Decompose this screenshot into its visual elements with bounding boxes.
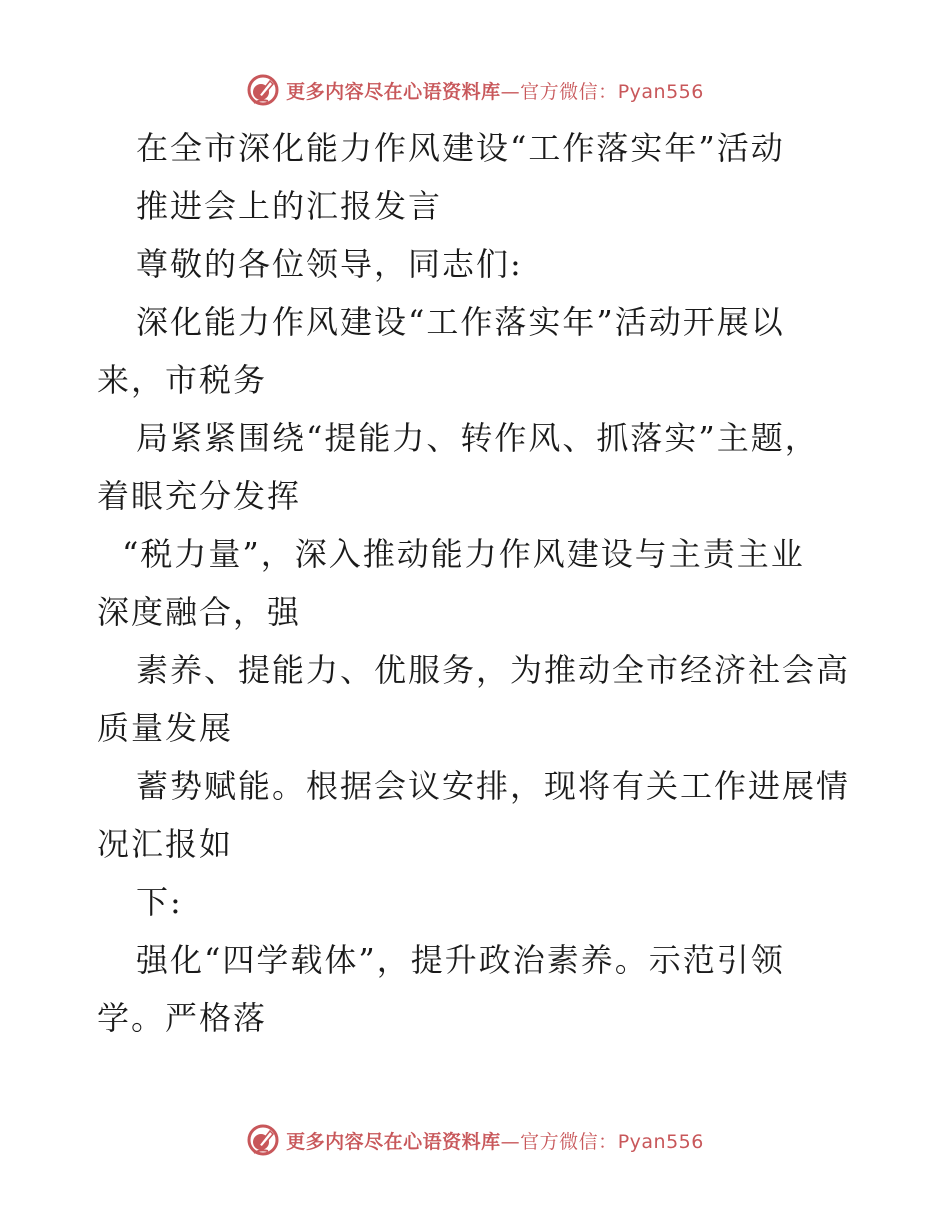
- paragraph-line: 强化“四学载体”，提升政治素养。示范引领: [136, 941, 785, 979]
- banner-wechat-id: Pyan556: [617, 80, 704, 103]
- paragraph-line: “税力量”，深入推动能力作风建设与主责主业: [122, 535, 805, 573]
- paragraph-line: 质量发展: [97, 709, 234, 747]
- pen-circle-logo-icon: [246, 73, 280, 107]
- paragraph-line: 着眼充分发挥: [97, 477, 302, 515]
- banner-dash: —: [500, 80, 521, 103]
- banner-text: [286, 77, 704, 104]
- paragraph-line: 蓄势赋能。根据会议安排，现将有关工作进展情: [136, 767, 851, 805]
- header-banner: [0, 70, 950, 110]
- paragraph-line: 下:: [136, 883, 183, 921]
- paragraph-line: 学。严格落: [97, 999, 268, 1037]
- paragraph-line: 况汇报如: [97, 825, 234, 863]
- banner-title: 更多内容尽在心语资料库: [286, 1130, 501, 1153]
- pen-circle-logo-icon: [246, 1123, 280, 1157]
- paragraph-line: 来，市税务: [97, 361, 268, 399]
- banner-wechat-label: 官方微信：: [520, 80, 618, 103]
- banner-title: 更多内容尽在心语资料库: [286, 80, 501, 103]
- banner-dash: —: [500, 1130, 521, 1153]
- banner-text: [286, 1127, 704, 1154]
- paragraph-line: 深化能力作风建设“工作落实年”活动开展以: [136, 303, 785, 341]
- title-line-1: 在全市深化能力作风建设“工作落实年”活动: [136, 129, 785, 167]
- banner-wechat-label: 官方微信：: [520, 1130, 618, 1153]
- title-line-2: 推进会上的汇报发言: [136, 187, 443, 225]
- paragraph-line: 素养、提能力、优服务，为推动全市经济社会高: [136, 651, 851, 689]
- salutation: 尊敬的各位领导，同志们:: [136, 245, 523, 283]
- footer-banner: [0, 1120, 950, 1160]
- paragraph-line: 深度融合，强: [97, 593, 302, 631]
- banner-wechat-id: Pyan556: [617, 1130, 704, 1153]
- paragraph-line: 局紧紧围绕“提能力、转作风、抓落实”主题，: [136, 419, 819, 457]
